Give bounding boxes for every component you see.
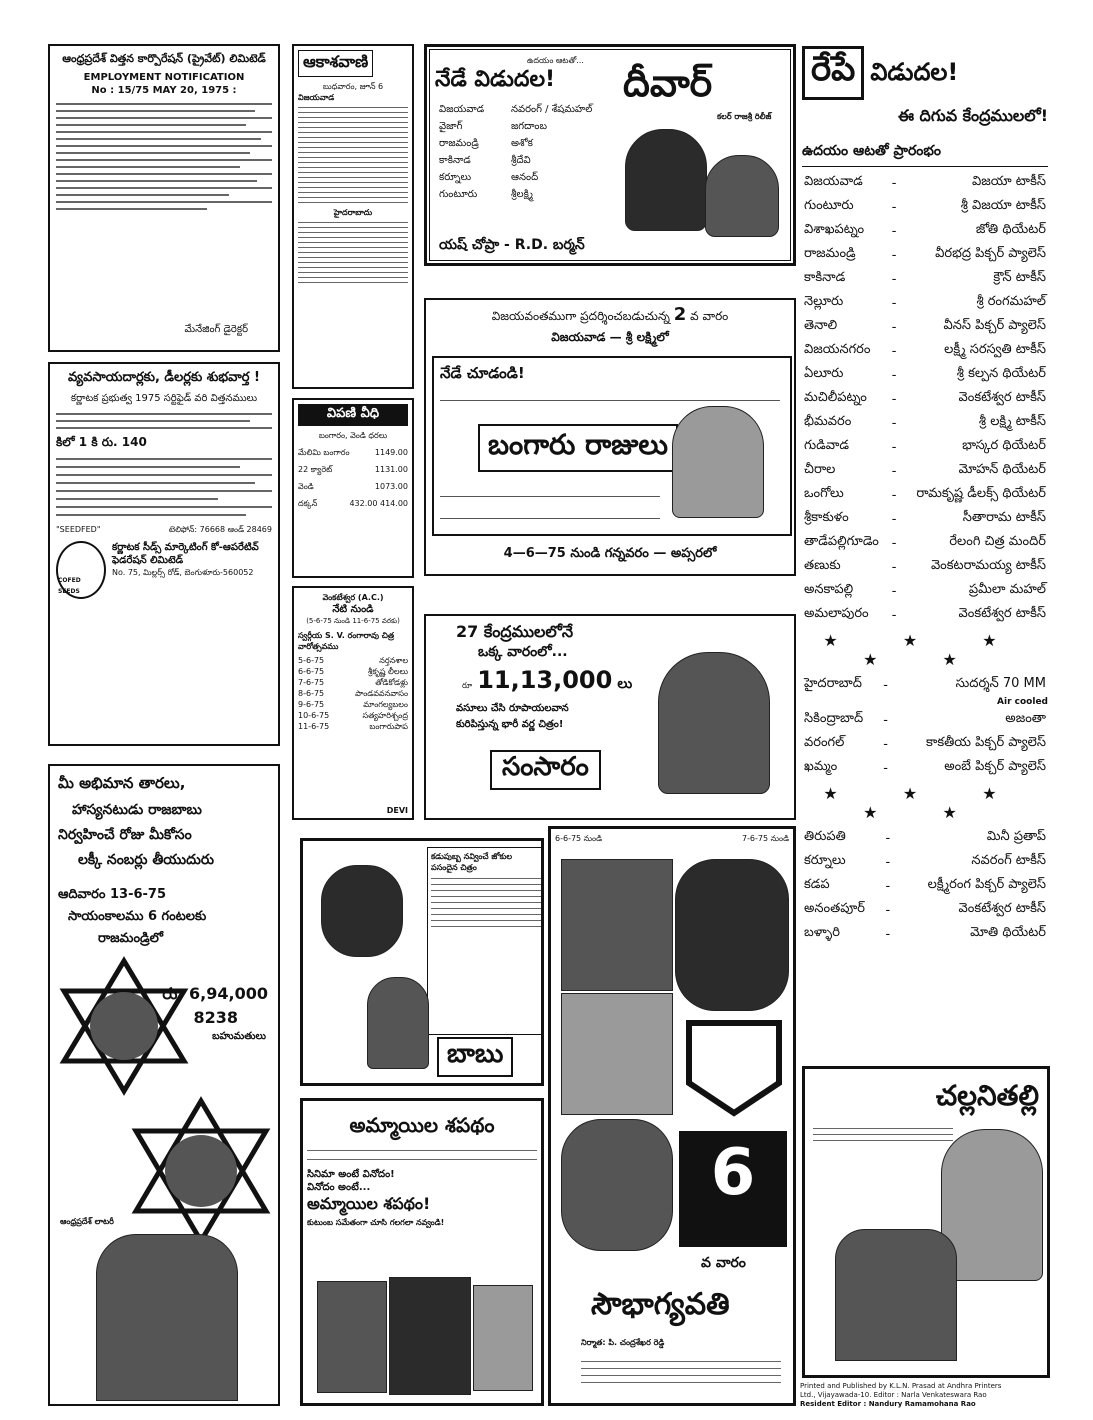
table-row: భీమవరం - శ్రీ లక్ష్మి టాకీస్	[802, 411, 1048, 435]
employment-title: EMPLOYMENT NOTIFICATION	[83, 72, 245, 83]
aircooled-label: Air cooled	[997, 697, 1048, 707]
deewar-title: దీవార్	[623, 61, 713, 105]
imprint	[800, 1382, 1060, 1409]
bangaru-dateline: 4—6—75 నుండి గన్నవరం — అప్సరలో	[503, 546, 717, 561]
sowbhagya-week-label: వ వారం	[701, 1255, 746, 1271]
hall: కాకతీయ పిక్చర్ ప్యాలెస్	[925, 735, 1046, 750]
sowbhagyavathi-ad	[548, 826, 796, 1406]
table-row: విశాఖపట్నం - జోతి థియేటర్	[802, 219, 1048, 243]
svr-festival-title: స్వర్గీయ S. V. రంగారావు చిత్ర వారోత్సవము	[298, 631, 395, 651]
babu-ad	[300, 838, 544, 1086]
deewar-city: వైజాగ్	[439, 121, 463, 132]
city: కాకినాడ	[804, 270, 846, 285]
market-price: 432.00 414.00	[349, 499, 408, 508]
repe-sub: ఈ దిగువ కేంద్రములలో!	[898, 106, 1048, 125]
seeds-ad	[48, 362, 280, 746]
hall: రామకృష్ణ డీలక్స్ థియేటర్	[916, 486, 1046, 501]
challani-couple-photo	[835, 1229, 957, 1361]
deewar-credits: యష్ చోప్రా - R.D. బర్మన్	[439, 237, 585, 253]
deewar-hall: శ్రీదేవి	[511, 155, 531, 166]
ammayila-sapatham-ad	[300, 1098, 544, 1406]
table-row: అమలాపురం - వెంకటేశ్వర టాకీస్	[802, 603, 1048, 627]
table-row: ఏలూరు - శ్రీ కల్పన థియేటర్	[802, 363, 1048, 387]
challani-thalli-ad	[802, 1066, 1050, 1378]
bangaru-week-label: వ వారం	[690, 309, 729, 323]
svr-dates: (5-6-75 నుండి 11-6-75 వరకు)	[306, 617, 400, 625]
bangaru-actor-photo	[672, 406, 764, 518]
seeds-price: కిలో 1 కి రు. 140	[56, 435, 147, 449]
bangaru-banner-text: విజయవంతముగా ప్రదర్శించబడుచున్న	[491, 309, 670, 323]
lottery-date: ఆదివారం 13-6-75	[58, 887, 167, 902]
city: హైదరాబాద్	[804, 676, 862, 691]
city: తణుకు	[804, 558, 841, 573]
hall: సీతారామ టాకీస్	[962, 510, 1046, 525]
table-row: మచిలీపట్నం - వెంకటేశ్వర టాకీస్	[802, 387, 1048, 411]
star-separator-2: ★ ★ ★ ★ ★	[823, 784, 1027, 822]
table-row: సికింద్రాబాద్ - అజంతా	[802, 708, 1048, 732]
table-row: విజయనగరం - లక్ష్మీ సరస్వతి టాకీస్	[802, 339, 1048, 363]
lottery-sponsor: ఆంధ్రప్రదేశ్ లాటరీ	[60, 1217, 114, 1226]
deewar-city: గుంటూరు	[439, 189, 478, 200]
table-row: తాడేపల్లిగూడెం - రేలంగి చిత్ర మందిర్	[802, 531, 1048, 555]
city: గుడివాడ	[804, 438, 849, 453]
table-row: శ్రీకాకుళం - సీతారామ టాకీస్	[802, 507, 1048, 531]
svr-date: 8-6-75	[298, 689, 325, 698]
repe-theatre-table-rayalaseema	[802, 826, 1048, 946]
bangaru-credit-line	[440, 508, 660, 519]
deewar-ad	[424, 44, 796, 266]
hall: అంబే పిక్చర్ ప్యాలెస్	[944, 759, 1046, 774]
lottery-line2: హాస్యనటుడు రాజబాబు	[72, 802, 202, 818]
hall: మినీ ప్రతాప్	[986, 829, 1046, 844]
city: భీమవరం	[804, 414, 852, 429]
city: కడప	[804, 877, 830, 892]
samsaram-ad	[424, 614, 796, 820]
repe-header	[802, 46, 1048, 100]
svr-date: 6-6-75	[298, 667, 325, 676]
hall: జోతి థియేటర్	[975, 222, 1046, 237]
hall: రేలంగి చిత్ర మందిర్	[949, 534, 1046, 549]
table-row: ఖమ్మం - అంబే పిక్చర్ ప్యాలెస్	[802, 756, 1048, 780]
city: మచిలీపట్నం	[804, 390, 867, 405]
repe-theatre-table	[802, 171, 1048, 627]
seeds-telegram: "SEEDFED"	[56, 525, 101, 534]
svr-film: నర్తనశాల	[379, 656, 408, 665]
city: విశాఖపట్నం	[804, 222, 865, 237]
cofed-seeds-logo	[56, 541, 106, 599]
city: శ్రీకాకుళం	[804, 510, 849, 525]
city: రాజమండ్రి	[804, 246, 856, 261]
samsaram-amount: 11,13,000	[477, 666, 613, 694]
radio-station-hyderabad: హైదరాబాదు	[333, 208, 373, 217]
table-row: విజయవాడ - విజయా టాకీస్	[802, 171, 1048, 195]
lottery-count: 8238	[193, 1008, 238, 1027]
ammayila-line1: సినిమా అంటే వినోదం!	[307, 1169, 395, 1180]
svr-theatre: వెంకటేశ్వర (A.C.)	[322, 593, 384, 602]
city: నెల్లూరు	[804, 294, 844, 309]
city: బళ్ళారి	[804, 925, 840, 940]
hall: లక్ష్మీ సరస్వతి టాకీస్	[944, 342, 1046, 357]
hall: వీనస్ పిక్చర్ ప్యాలెస్	[943, 318, 1046, 333]
hall: వీరభద్ర పిక్చర్ ప్యాలెస్	[935, 246, 1046, 261]
deewar-hall: అశోక	[511, 138, 533, 149]
city: ఖమ్మం	[804, 759, 838, 774]
ammayila-title: అమ్మాయిల శపథం	[349, 1113, 495, 1137]
market-title: విపణి వీధి	[298, 404, 408, 426]
ammayila-group-photo-2	[389, 1277, 471, 1395]
svr-date: 11-6-75	[298, 722, 330, 731]
lottery-place: రాజమండ్రిలో	[98, 931, 164, 946]
table-row: వరంగల్ - కాకతీయ పిక్చర్ ప్యాలెస్	[802, 732, 1048, 756]
seeds-subheadline: కర్ణాటక ప్రభుత్వ 1975 సర్టిఫైడ్ వరి విత్తనములు	[70, 393, 258, 404]
lottery-line1: మీ అభిమాన తారలు,	[58, 774, 186, 792]
sowbhagya-title: సౌభాగ్యవతి	[591, 1287, 730, 1322]
table-row: రాజమండ్రి - వీరభద్ర పిక్చర్ ప్యాలెస్	[802, 243, 1048, 267]
market-prices	[292, 398, 414, 578]
employment-header: ఆంధ్రప్రదేశ్ విత్తన కార్పొరేషన్ (ప్రైవేట్) లిమిటెడ్	[62, 52, 266, 65]
bangaru-rajulu-ad	[424, 298, 796, 576]
svr-date: 9-6-75	[298, 700, 325, 709]
radio-station-vijayawada: విజయవాడ	[298, 93, 335, 102]
table-row: కాకినాడ - క్రౌన్ టాకీస్	[802, 267, 1048, 291]
ammayila-title2: అమ్మాయిల శపథం!	[307, 1194, 431, 1213]
babu-flute-photo	[367, 977, 429, 1069]
svr-date: 10-6-75	[298, 711, 330, 720]
radio-schedule-1	[298, 107, 408, 203]
hall: శ్రీ రంగమహల్	[976, 294, 1046, 309]
lottery-line4: లక్కీ నంబర్లు తీయుదురు	[78, 852, 214, 868]
bangaru-venue: విజయవాడ — శ్రీ లక్ష్మిలో	[551, 330, 669, 344]
city: చీరాల	[804, 462, 836, 477]
hall: భాస్కర థియేటర్	[962, 438, 1046, 453]
city: విజయవాడ	[804, 174, 863, 189]
svr-festival-ad	[292, 586, 414, 820]
table-row: తెనాలి - వీనస్ పిక్చర్ ప్యాలెస్	[802, 315, 1048, 339]
hall: లక్ష్మీరంగ పిక్చర్ ప్యాలెస్	[927, 877, 1046, 892]
hall: మోతి థియేటర్	[970, 925, 1046, 940]
imprint-line2: Ltd., Vijayawada-10. Editor : Narla Venkateswara Rao	[800, 1391, 987, 1399]
sowbhagya-photo-3	[561, 993, 673, 1115]
hall: అజంతా	[1005, 711, 1046, 726]
city: సికింద్రాబాద్	[804, 711, 864, 726]
samsaram-week: ఒక్క వారంలో...	[478, 644, 568, 660]
bangaru-week-number: 2	[673, 304, 687, 325]
bangaru-see-now: నేడే చూడండి!	[440, 364, 525, 382]
sowbhagya-photo-4	[561, 1119, 673, 1251]
svr-date: 5-6-75	[298, 656, 325, 665]
sowbhagya-date-1: 6-6-75 నుండి	[555, 834, 603, 843]
svr-film: సత్యహరిశ్చంద్ర	[362, 711, 408, 720]
city: ఒంగోలు	[804, 486, 844, 501]
sowbhagya-week-block	[679, 1131, 787, 1247]
ammayila-group-photo-3	[473, 1285, 533, 1391]
hall: శ్రీ కల్పన థియేటర్	[956, 366, 1046, 381]
bangaru-banner	[430, 304, 790, 326]
repe-release: విడుదల!	[870, 58, 959, 86]
city: అనకాపల్లి	[804, 582, 854, 597]
table-row: గుడివాడ - భాస్కర థియేటర్	[802, 435, 1048, 459]
city: తెనాలి	[804, 318, 838, 333]
svr-schedule	[298, 655, 408, 732]
ammayila-line2: వినోదం అంటే...	[307, 1182, 371, 1193]
hall: వెంకటరామయ్య టాకీస్	[930, 558, 1046, 573]
table-row	[802, 697, 1048, 708]
city: కర్నూలు	[804, 853, 846, 868]
city: విజయనగరం	[804, 342, 871, 357]
ammayila-line3: కుటుంబ సమేతంగా చూసి గలగలా నవ్వండి!	[307, 1218, 445, 1227]
table-row: గుంటూరు - శ్రీ విజయా టాకీస్	[802, 195, 1048, 219]
hall: వెంకటేశ్వర టాకీస్	[958, 901, 1046, 916]
deewar-city: రాజమండ్రి	[439, 138, 479, 149]
deewar-hall: శ్రీలక్ష్మి	[511, 189, 534, 200]
repe-title: రేపే	[802, 46, 864, 100]
city: తిరుపతి	[804, 829, 846, 844]
table-row: కడప - లక్ష్మీరంగ పిక్చర్ ప్యాలెస్	[802, 874, 1048, 898]
deewar-release: నేడే విడుదల!	[435, 67, 556, 92]
table-row: చీరాల - మోహన్ థియేటర్	[802, 459, 1048, 483]
deewar-actor-photo-2	[705, 155, 779, 237]
seeds-address: No. 75, మిల్లర్స్ రోడ్, బెంగుళూరు-560052	[112, 568, 254, 577]
market-item: దక్కన్	[298, 499, 318, 508]
city: వరంగల్	[804, 735, 845, 750]
lottery-time: సాయంకాలము 6 గంటలకు	[68, 909, 207, 924]
samsaram-actor-photo	[658, 652, 770, 794]
table-row: నెల్లూరు - శ్రీ రంగమహల్	[802, 291, 1048, 315]
employment-notice	[48, 44, 280, 352]
hall: విజయా టాకీస్	[972, 174, 1046, 189]
babu-title: బాబు	[437, 1037, 513, 1077]
hall: ప్రమీలా మహల్	[968, 582, 1046, 597]
market-item: మేలిమి బంగారం	[298, 448, 350, 457]
repe-theatre-table-telangana	[802, 673, 1048, 780]
svr-film: శ్రీకృష్ణ లీలలు	[368, 667, 408, 676]
lottery-amount: రు. 6,94,000	[162, 984, 268, 1003]
challani-title: చల్లనితల్లి	[935, 1079, 1039, 1112]
hall: సుదర్శన్ 70 MM	[955, 676, 1046, 691]
deewar-tag: కలర్ రాజశ్రీ రిలీజ్	[717, 112, 772, 121]
hall: వెంకటేశ్వర టాకీస్	[958, 606, 1046, 621]
market-price: 1149.00	[374, 448, 408, 457]
table-row: బళ్ళారి - మోతి థియేటర్	[802, 922, 1048, 946]
babu-tagline: కడుపుబ్బ నవ్వించే జోకుల పసందైన చిత్రం	[431, 852, 513, 872]
star-of-david-graphic-bottom	[126, 1096, 276, 1246]
city: అమలాపురం	[804, 606, 869, 621]
babu-actor-photo	[321, 865, 403, 957]
sowbhagya-credits	[581, 1355, 781, 1389]
star-of-david-graphic-top	[54, 956, 194, 1096]
market-rows	[298, 447, 408, 509]
deewar-city: కాకినాడ	[439, 155, 471, 166]
hall: శ్రీ లక్ష్మి టాకీస్	[978, 414, 1046, 429]
repe-release-ad	[800, 44, 1050, 1054]
radio-programs	[292, 44, 414, 389]
market-place: బంగారం, వెండి ధరలు	[318, 431, 388, 440]
seeds-phone: టెలిఫోన్: 76668 ఆండ్ 28469	[168, 525, 272, 534]
svr-film: మాంగల్యబలం	[363, 700, 408, 709]
star-separator-1: ★ ★ ★ ★ ★	[823, 631, 1027, 669]
lottery-ad	[48, 764, 280, 1406]
seeds-body-text	[56, 413, 272, 429]
deewar-hall: ఆనంద్	[511, 172, 539, 183]
arrow-down-icon	[679, 1013, 789, 1123]
table-row: హైదరాబాద్ - సుదర్శన్ 70 MM	[802, 673, 1048, 697]
radio-schedule-2	[298, 222, 408, 283]
deewar-city: విజయవాడ	[439, 104, 485, 115]
lottery-face-photo	[96, 1234, 238, 1401]
sowbhagya-date-2: 7-6-75 నుండి	[741, 834, 789, 843]
table-row: తిరుపతి - మినీ ప్రతాప్	[802, 826, 1048, 850]
bangaru-title: బంగారు రాజులు	[478, 424, 678, 472]
svr-film: తోడికోడళ్లు	[375, 678, 408, 687]
svr-sub: నేటి నుండి	[332, 604, 374, 615]
hall: వెంకటేశ్వర టాకీస్	[958, 390, 1046, 405]
employment-body-text	[56, 103, 272, 210]
samsaram-rs: రూ	[462, 681, 473, 690]
deewar-hall: జగదాంబ	[511, 121, 547, 132]
svr-film: బంగారుపాప	[369, 722, 408, 731]
market-price: 1073.00	[374, 482, 408, 491]
market-price: 1131.00	[374, 465, 408, 474]
city: ఏలూరు	[804, 366, 844, 381]
seeds-org: కర్ణాటక సీడ్స్ మార్కెటింగ్ కో-ఆపరేటివ్ ఫెడరేషన్ లిమిటెడ్	[112, 542, 259, 566]
table-row: తణుకు - వెంకటరామయ్య టాకీస్	[802, 555, 1048, 579]
table-row: ఒంగోలు - రామకృష్ణ డీలక్స్ థియేటర్	[802, 483, 1048, 507]
sowbhagya-photo-1	[561, 859, 673, 991]
radio-date: బుధవారం, జూన్ 6	[322, 82, 384, 91]
hall: నవరంగ్ టాకీస్	[971, 853, 1046, 868]
ammayila-group-photo-1	[317, 1281, 387, 1393]
svr-film: పాండవవనవాసం	[355, 689, 408, 698]
table-row: అనంతపూర్ - వెంకటేశ్వర టాకీస్	[802, 898, 1048, 922]
lottery-line3: నిర్వహించే రోజు మీకోసం	[58, 827, 192, 843]
svr-footer: DEVI	[386, 806, 408, 815]
deewar-caption: ఉదయం ఆటతో...	[527, 56, 584, 65]
city: అనంతపూర్	[804, 901, 865, 916]
radio-title: ఆకాశవాణి	[298, 50, 373, 77]
repe-start: ఉదయం ఆటతో ప్రారంభం	[802, 143, 941, 159]
hall: శ్రీ విజయా టాకీస్	[960, 198, 1046, 213]
hall: మోహన్ థియేటర్	[958, 462, 1046, 477]
svr-date: 7-6-75	[298, 678, 325, 687]
cofed-logo-text: COFED SEEDS	[58, 577, 81, 595]
city: తాడేపల్లిగూడెం	[804, 534, 879, 549]
bangaru-cast-line	[440, 486, 660, 497]
employment-number: No : 15/75 MAY 20, 1975 :	[91, 85, 237, 96]
employment-signature: మేనేజింగ్ డైరెక్టర్	[184, 324, 248, 335]
deewar-city: కర్నూలు	[439, 172, 472, 183]
samsaram-title: సంసారం	[490, 750, 601, 790]
deewar-actor-photo-1	[625, 129, 707, 231]
deewar-theatre-list	[439, 103, 619, 201]
market-item: 22 క్యారెట్	[298, 465, 333, 474]
table-row: కర్నూలు - నవరంగ్ టాకీస్	[802, 850, 1048, 874]
samsaram-centres: 27 కేంద్రములలోనే	[456, 622, 574, 641]
deewar-hall: నవరంగ్ / శేషమహల్	[511, 104, 593, 115]
sowbhagya-week-number: 6	[710, 1136, 756, 1210]
market-item: వెండి	[298, 482, 314, 491]
samsaram-line3: కురిపిస్తున్న భారీ వర్ణ చిత్రం!	[456, 719, 564, 730]
imprint-line3: Resident Editor : Nandury Ramamohana Rao	[800, 1400, 976, 1408]
sowbhagya-photo-2	[675, 859, 789, 1011]
table-row: అనకాపల్లి - ప్రమీలా మహల్	[802, 579, 1048, 603]
challani-credits	[813, 1123, 953, 1146]
sowbhagya-producer: నిర్మాత: పి. చంద్రశేఖర రెడ్డి	[581, 1338, 665, 1347]
hall: క్రౌన్ టాకీస్	[993, 270, 1046, 285]
lottery-prizes: బహుమతులు	[212, 1031, 266, 1042]
seeds-headline: వ్యవసాయదార్లకు, డీలర్లకు శుభవార్త !	[68, 370, 260, 385]
samsaram-line2: వసూలు చేసి రూపాయలవాన	[456, 703, 569, 714]
samsaram-unit: లు	[617, 676, 633, 692]
city: గుంటూరు	[804, 198, 854, 213]
bangaru-description	[440, 388, 780, 401]
imprint-line1: Printed and Published by K.L.N. Prasad at Andhra Printers	[800, 1382, 1002, 1390]
